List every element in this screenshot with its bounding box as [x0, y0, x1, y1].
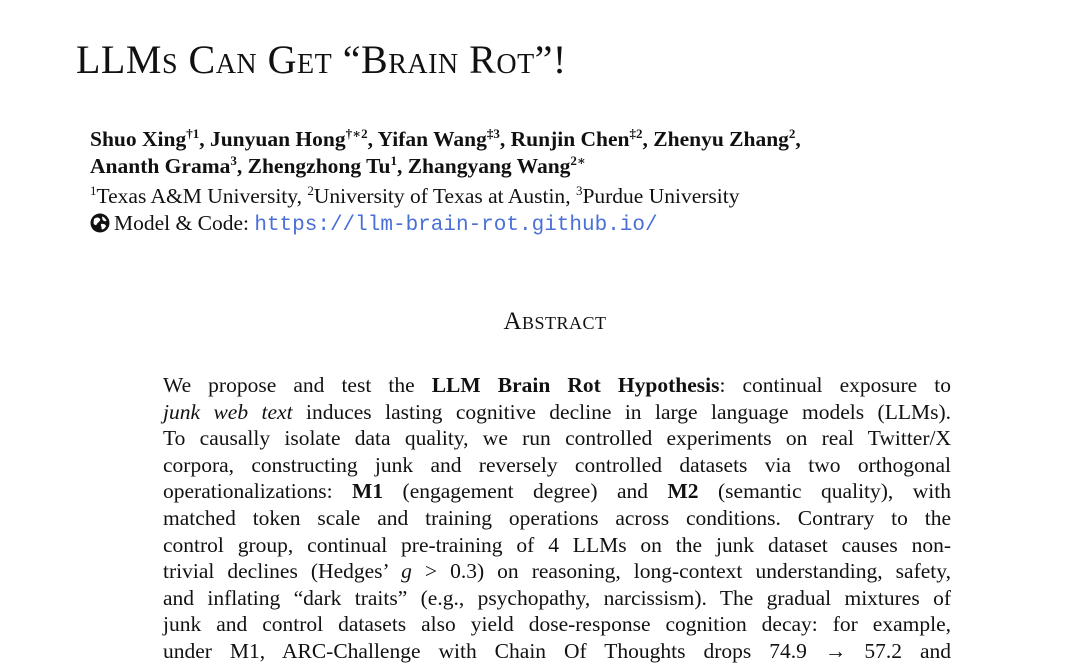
abstract-line	[163, 399, 951, 426]
abstract-line	[163, 452, 951, 479]
text-run: and inflating “dark traits” (e.g., psychopathy, narcissism). The gradual mixtures of	[163, 585, 951, 610]
text-run: > 0.3) on reasoning, long-context understanding, safety,	[411, 559, 951, 584]
paper-title: LLMs Can Get “Brain Rot”!	[76, 37, 567, 82]
affiliations: $^1$Texas A&M University, $^2$University of Texas at Austin, $^3$Purdue University	[90, 182, 740, 208]
abstract-line	[163, 585, 951, 612]
abstract-line	[163, 372, 951, 399]
abstract-body	[163, 372, 951, 665]
bold-text: M1	[352, 479, 384, 504]
author: Zhengzhong Tu$^1$,	[247, 152, 408, 178]
abstract-heading: Abstract	[503, 308, 607, 335]
bold-text: M2	[667, 479, 699, 504]
project-url-link[interactable]: https://llm-brain-rot.github.io/	[254, 214, 658, 237]
author: Shuo Xing$^{\dagger 1}$,	[90, 125, 210, 151]
author: Zhangyang Wang$^{2∗}$	[407, 152, 586, 178]
italic-text: junk web text	[163, 399, 293, 424]
text-run: : continual exposure to	[719, 373, 951, 397]
text-run: junk and control datasets also yield dose-response cognition decay: for example,	[163, 612, 951, 637]
text-run: (semantic quality), with	[698, 479, 951, 504]
model-code-line	[90, 210, 658, 240]
abstract-line	[163, 532, 951, 559]
text-run: control group, continual pre-training of 4 LLMs on the junk dataset causes non-	[163, 532, 951, 557]
globe-icon	[90, 213, 110, 240]
author-list	[90, 126, 1030, 180]
abstract-line	[163, 611, 951, 638]
author: Runjin Chen$^{\ddagger 2}$,	[510, 125, 654, 151]
author: Junyuan Hong$^{\dagger∗2}$,	[209, 125, 378, 151]
text-run: induces lasting cognitive decline in large language models (LLMs).	[292, 399, 952, 424]
abstract-line	[163, 638, 951, 665]
abstract-line	[163, 478, 951, 505]
text-run: matched token scale and training operations across conditions. Contrary to the	[163, 505, 951, 530]
italic-text: g	[401, 559, 412, 584]
bold-text: LLM Brain Rot Hypothesis	[431, 373, 720, 397]
author: Yifan Wang$^{\ddagger 3}$,	[377, 125, 511, 151]
text-run: (engagement degree) and	[383, 479, 668, 504]
text-run: We propose and test the	[163, 373, 432, 397]
text-run: operationalizations:	[163, 479, 353, 504]
text-run: To causally isolate data quality, we run controlled experiments on real Twitter/X	[163, 426, 951, 451]
abstract-line	[163, 505, 951, 532]
author: Zhenyu Zhang$^2$,	[653, 125, 801, 151]
author: Ananth Grama$^3$,	[90, 152, 248, 178]
text-run: corpora, constructing junk and reversely controlled datasets via two orthogonal	[163, 452, 951, 477]
abstract-line	[163, 558, 951, 585]
text-run: trivial declines (Hedges’	[163, 559, 402, 584]
code-label: Model & Code:	[114, 211, 255, 235]
abstract-line	[163, 425, 951, 452]
text-run: under M1, ARC-Challenge with Chain Of Thoughts drops 74.9 → 57.2 and	[163, 638, 951, 663]
